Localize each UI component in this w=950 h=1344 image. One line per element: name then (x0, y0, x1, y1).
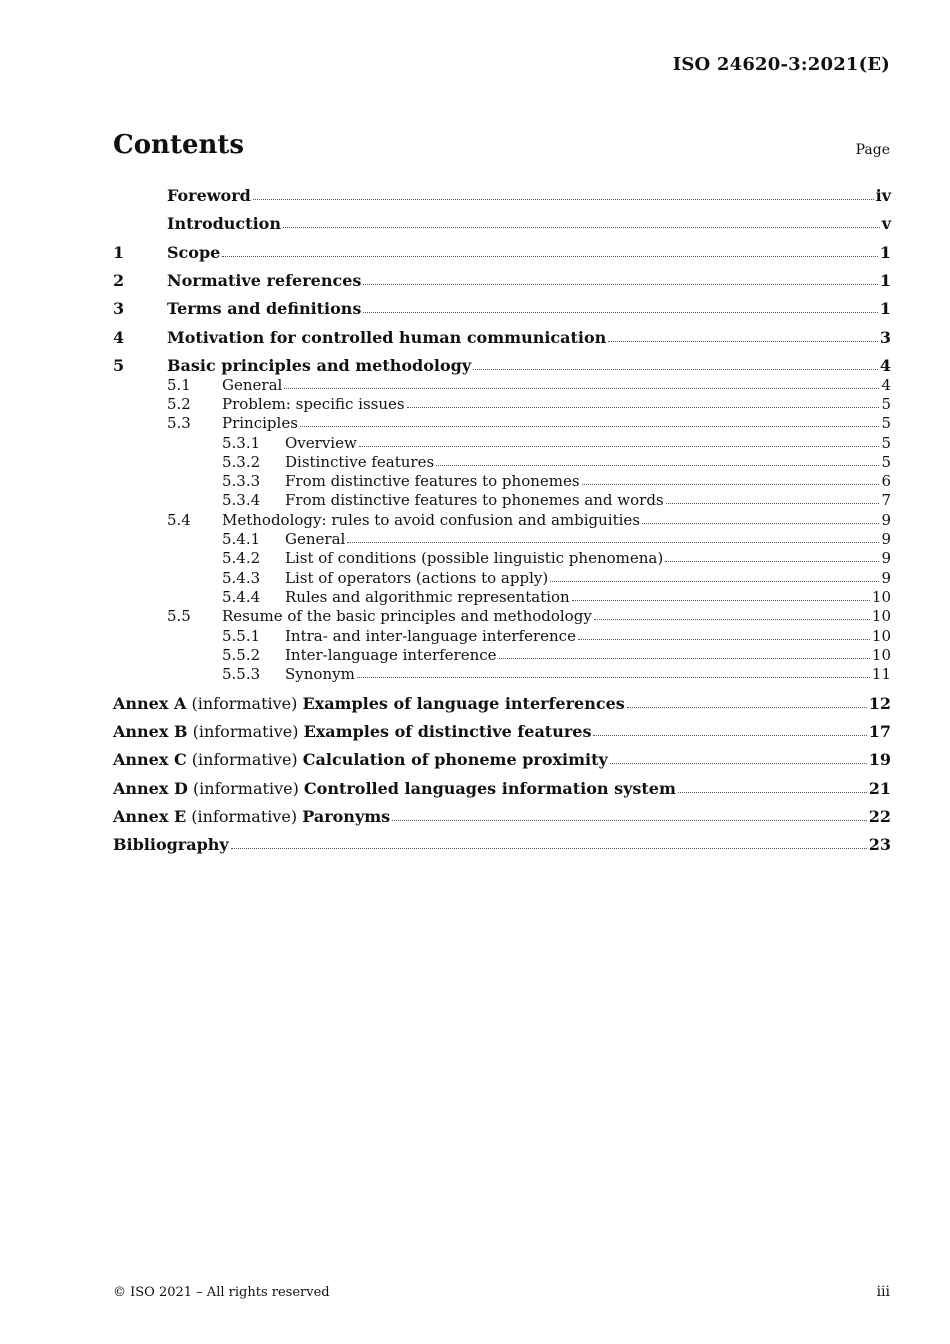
toc-entry-page: 9 (881, 511, 891, 529)
toc-entry-number: 3 (113, 299, 125, 318)
toc-entry-title: Bibliography (113, 835, 229, 854)
toc-entry-page: 6 (881, 472, 891, 490)
toc-entry-page: 12 (868, 694, 891, 713)
toc-entry[interactable] (113, 511, 891, 529)
dot-leader (300, 425, 880, 427)
toc-entry-title: Methodology: rules to avoid confusion and ambiguities (222, 511, 640, 529)
dot-leader (627, 706, 867, 708)
toc-entry-page: 3 (879, 328, 891, 347)
toc-entry[interactable] (113, 491, 891, 509)
toc-entry-page: 10 (871, 607, 891, 625)
toc-entry-page: 5 (881, 414, 891, 432)
toc-entry-number: 4 (113, 328, 125, 347)
dot-leader (499, 657, 870, 659)
dot-leader (610, 762, 867, 764)
toc-entry[interactable] (113, 186, 891, 205)
toc-entry[interactable] (113, 414, 891, 432)
dot-leader (572, 599, 870, 601)
annex-label: Annex A (113, 694, 187, 713)
toc-entry[interactable] (113, 243, 891, 262)
dot-leader (392, 819, 867, 821)
toc-annex-entry[interactable] (113, 694, 891, 713)
dot-leader (231, 847, 867, 849)
toc-entry-page: 9 (881, 569, 891, 587)
toc-entry-title: General (222, 376, 283, 394)
toc-entry-title: Terms and definitions (167, 299, 362, 318)
toc-entry-number: 5.4.1 (222, 530, 261, 548)
toc-entry[interactable] (113, 472, 891, 490)
dot-leader (253, 198, 874, 200)
toc-entry-number: 5.4 (167, 511, 191, 529)
dot-leader (594, 618, 870, 620)
annex-informative-tag: (informative) (192, 722, 299, 741)
annex-title: Paronyms (302, 807, 391, 826)
toc-entry-title: Rules and algorithmic representation (285, 588, 570, 606)
toc-entry-title: Scope (167, 243, 221, 262)
toc-entry-page: 1 (879, 299, 891, 318)
toc-entry-title: Motivation for controlled human communication (167, 328, 607, 347)
toc-entry-page: 11 (871, 665, 891, 683)
footer-copyright: © ISO 2021 – All rights reserved (113, 1285, 330, 1300)
dot-leader (666, 502, 880, 504)
annex-informative-tag: (informative) (191, 750, 298, 769)
annex-label: Annex E (113, 807, 187, 826)
toc-entry-page: iv (875, 186, 891, 205)
toc-entry[interactable] (113, 271, 891, 290)
toc-entry-page: 7 (881, 491, 891, 509)
toc-entry-title: Principles (222, 414, 298, 432)
toc-entry[interactable] (113, 530, 891, 548)
toc-entry-number: 5.3.2 (222, 453, 261, 471)
toc-entry[interactable] (113, 376, 891, 394)
dot-leader (578, 638, 870, 640)
toc-bibliography-entry[interactable] (113, 835, 891, 854)
toc-entry-number: 5.4.4 (222, 588, 261, 606)
annex-title: Controlled languages information system (303, 779, 676, 798)
dot-leader (582, 483, 880, 485)
toc-entry[interactable] (113, 646, 891, 664)
toc-entry-page: 10 (871, 646, 891, 664)
toc-entry[interactable] (113, 569, 891, 587)
toc-entry-page: 5 (881, 453, 891, 471)
dot-leader (608, 340, 878, 342)
document-id: ISO 24620-3:2021(E) (672, 54, 890, 75)
toc-entry[interactable] (113, 395, 891, 413)
toc-annex-entry[interactable] (113, 807, 891, 826)
toc-entry-number: 5.5.2 (222, 646, 261, 664)
toc-entry[interactable] (113, 434, 891, 452)
toc-entry-page: 19 (868, 750, 891, 769)
dot-leader (359, 445, 880, 447)
toc-entry[interactable] (113, 627, 891, 645)
dot-leader (347, 541, 879, 543)
toc-entry[interactable] (113, 549, 891, 567)
dot-leader (283, 226, 880, 228)
footer-page-number: iii (876, 1284, 890, 1300)
toc-entry-page: 23 (868, 835, 891, 854)
toc-entry-number: 1 (113, 243, 125, 262)
toc-entry-page: 17 (868, 722, 891, 741)
dot-leader (436, 464, 879, 466)
page-column-label: Page (855, 142, 890, 158)
toc-entry-number: 5.3.3 (222, 472, 261, 490)
toc-entry-title: Intra- and inter-language interference (285, 627, 576, 645)
dot-leader (363, 283, 877, 285)
toc-entry-page: 4 (879, 356, 891, 375)
toc-entry-page: 4 (881, 376, 891, 394)
toc-entry-page: 1 (879, 243, 891, 262)
dot-leader (473, 368, 878, 370)
toc-entry[interactable] (113, 665, 891, 683)
toc-entry-page: 5 (881, 434, 891, 452)
toc-entry-title: General (285, 530, 346, 548)
toc-entry-number: 5.3.4 (222, 491, 261, 509)
dot-leader (593, 734, 866, 736)
toc-entry[interactable] (113, 453, 891, 471)
toc-entry-title: From distinctive features to phonemes and words (285, 491, 664, 509)
toc-entry-title: Basic principles and methodology (167, 356, 472, 375)
dot-leader (642, 522, 879, 524)
toc-entry[interactable] (113, 214, 891, 233)
toc-entry-page: 22 (868, 807, 891, 826)
toc-entry-title: Distinctive features (285, 453, 435, 471)
toc-entry-title: Synonym (285, 665, 355, 683)
annex-label: Annex B (113, 722, 188, 741)
toc-entry[interactable] (113, 588, 891, 606)
dot-leader (222, 255, 878, 257)
annex-informative-tag: (informative) (191, 694, 298, 713)
annex-informative-tag: (informative) (191, 807, 298, 826)
toc-entry-title: Introduction (167, 214, 281, 233)
dot-leader (357, 676, 870, 678)
toc-entry-title: Normative references (167, 271, 362, 290)
toc-entry-title: Foreword (167, 186, 251, 205)
toc-entry-title: Problem: specific issues (222, 395, 405, 413)
dot-leader (678, 791, 867, 793)
toc-entry-page: 9 (881, 530, 891, 548)
toc-annex-entry[interactable] (113, 750, 891, 769)
toc-entry-number: 2 (113, 271, 125, 290)
toc-annex-entry[interactable] (113, 779, 891, 798)
dot-leader (363, 311, 877, 313)
dot-leader (284, 387, 879, 389)
toc-entry-page: 10 (871, 588, 891, 606)
toc-entry-title: Resume of the basic principles and methodology (222, 607, 592, 625)
annex-title: Examples of distinctive features (303, 722, 592, 741)
toc-entry-number: 5.3.1 (222, 434, 261, 452)
annex-informative-tag: (informative) (192, 779, 299, 798)
toc-entry-title: Inter-language interference (285, 646, 497, 664)
dot-leader (550, 580, 879, 582)
toc-entry-title: List of conditions (possible linguistic phenomena) (285, 549, 664, 567)
toc-entry-number: 5.5.1 (222, 627, 261, 645)
toc-entry-number: 5.4.3 (222, 569, 261, 587)
toc-entry-page: 21 (868, 779, 891, 798)
page-title: Contents (113, 130, 245, 160)
toc-entry-number: 5.3 (167, 414, 191, 432)
annex-label: Annex C (113, 750, 187, 769)
toc-annex-entry[interactable] (113, 722, 891, 741)
annex-label: Annex D (113, 779, 188, 798)
toc-entry[interactable] (113, 299, 891, 318)
toc-entry-page: v (881, 214, 891, 233)
toc-entry-title: List of operators (actions to apply) (285, 569, 549, 587)
toc-entry-title: Overview (285, 434, 357, 452)
toc-entry-page: 5 (881, 395, 891, 413)
toc-entry-number: 5.4.2 (222, 549, 261, 567)
toc-entry[interactable] (113, 607, 891, 625)
toc-entry[interactable] (113, 356, 891, 375)
dot-leader (407, 406, 880, 408)
toc-entry-title: From distinctive features to phonemes (285, 472, 580, 490)
toc-entry-number: 5 (113, 356, 125, 375)
annex-title: Examples of language interferences (302, 694, 625, 713)
toc-entry[interactable] (113, 328, 891, 347)
annex-title: Calculation of phoneme proximity (302, 750, 608, 769)
dot-leader (665, 560, 879, 562)
toc-entry-number: 5.1 (167, 376, 191, 394)
toc-entry-number: 5.5 (167, 607, 191, 625)
toc-entry-number: 5.2 (167, 395, 191, 413)
toc-entry-page: 10 (871, 627, 891, 645)
toc-entry-page: 1 (879, 271, 891, 290)
toc-entry-page: 9 (881, 549, 891, 567)
toc-entry-number: 5.5.3 (222, 665, 261, 683)
